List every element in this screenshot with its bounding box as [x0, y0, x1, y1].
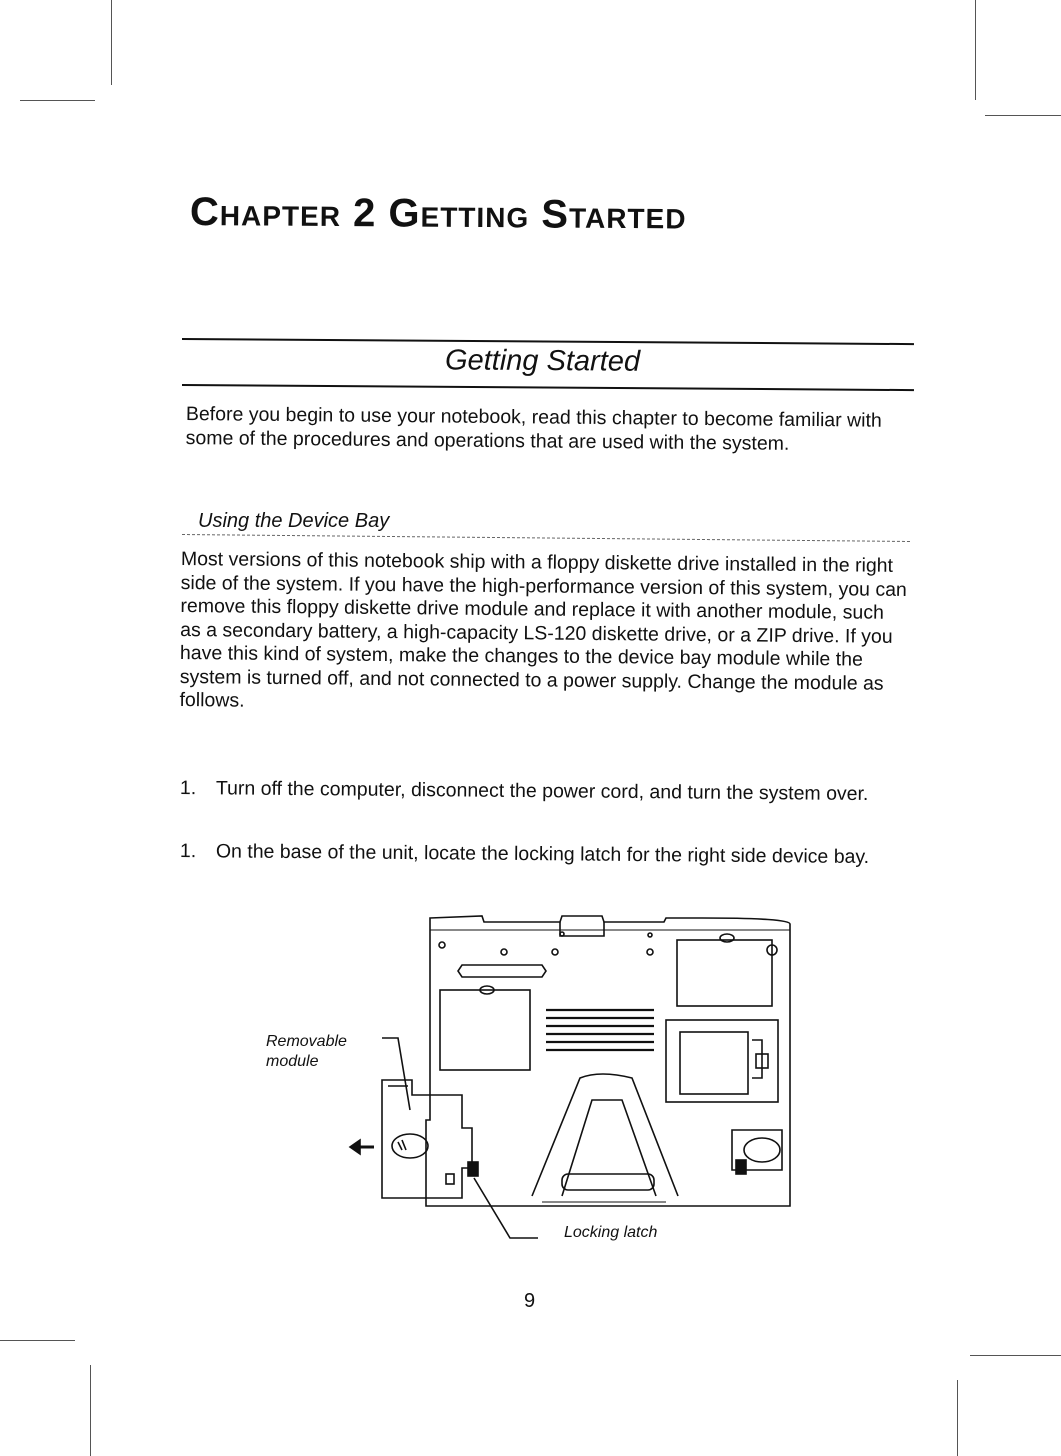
section-rule-bottom: [182, 384, 914, 391]
list-item: [180, 840, 880, 896]
notebook-underside-diagram: [262, 910, 802, 1250]
callout-removable-module: Removable module: [266, 1033, 347, 1070]
chapter-heading: [190, 190, 687, 238]
subsection-rule: [182, 534, 910, 542]
subsection-title: Using the Device Bay: [198, 510, 390, 532]
crop-mark: [111, 0, 112, 85]
crop-mark: [957, 1380, 958, 1456]
step-number: 1.: [179, 840, 197, 863]
step-text: Turn off the computer, disconnect the power cord, and turn the system over.: [215, 777, 869, 806]
section-title: Getting Started: [444, 344, 641, 378]
crop-mark: [970, 1355, 1061, 1356]
section-rule-top: [182, 338, 914, 345]
chapter-label: Chapter 2: [189, 190, 377, 236]
callout-locking-latch: Locking latch: [564, 1224, 658, 1241]
crop-mark: [90, 1365, 91, 1456]
crop-mark: [0, 1340, 75, 1341]
step-text: On the base of the unit, locate the locking latch for the right side device bay.: [215, 840, 870, 869]
step-number: 1.: [179, 777, 197, 800]
intro-paragraph: Before you begin to use your notebook, read this chapter to become familiar with some of the procedures and operations that are used with the system.: [185, 403, 882, 455]
page-number: 9: [524, 1290, 536, 1312]
subsection-body: Most versions of this notebook ship with a floppy diskette drive installed in the right side of the system. If you have the high-performance version of this system, you can remove this floppy diskette drive module and replace it with another module, such as a secondary battery, a high-capacity LS-120 diskette drive, or a ZIP drive. If you have this kind of system, make the changes to the device bay module while the system is turned off, and not connected to a power supply. Change the module as follows.: [179, 548, 907, 712]
crop-mark: [20, 100, 95, 101]
chapter-title: Getting Started: [388, 191, 687, 238]
crop-mark: [975, 0, 976, 100]
list-item: [180, 777, 880, 833]
crop-mark: [985, 115, 1061, 116]
